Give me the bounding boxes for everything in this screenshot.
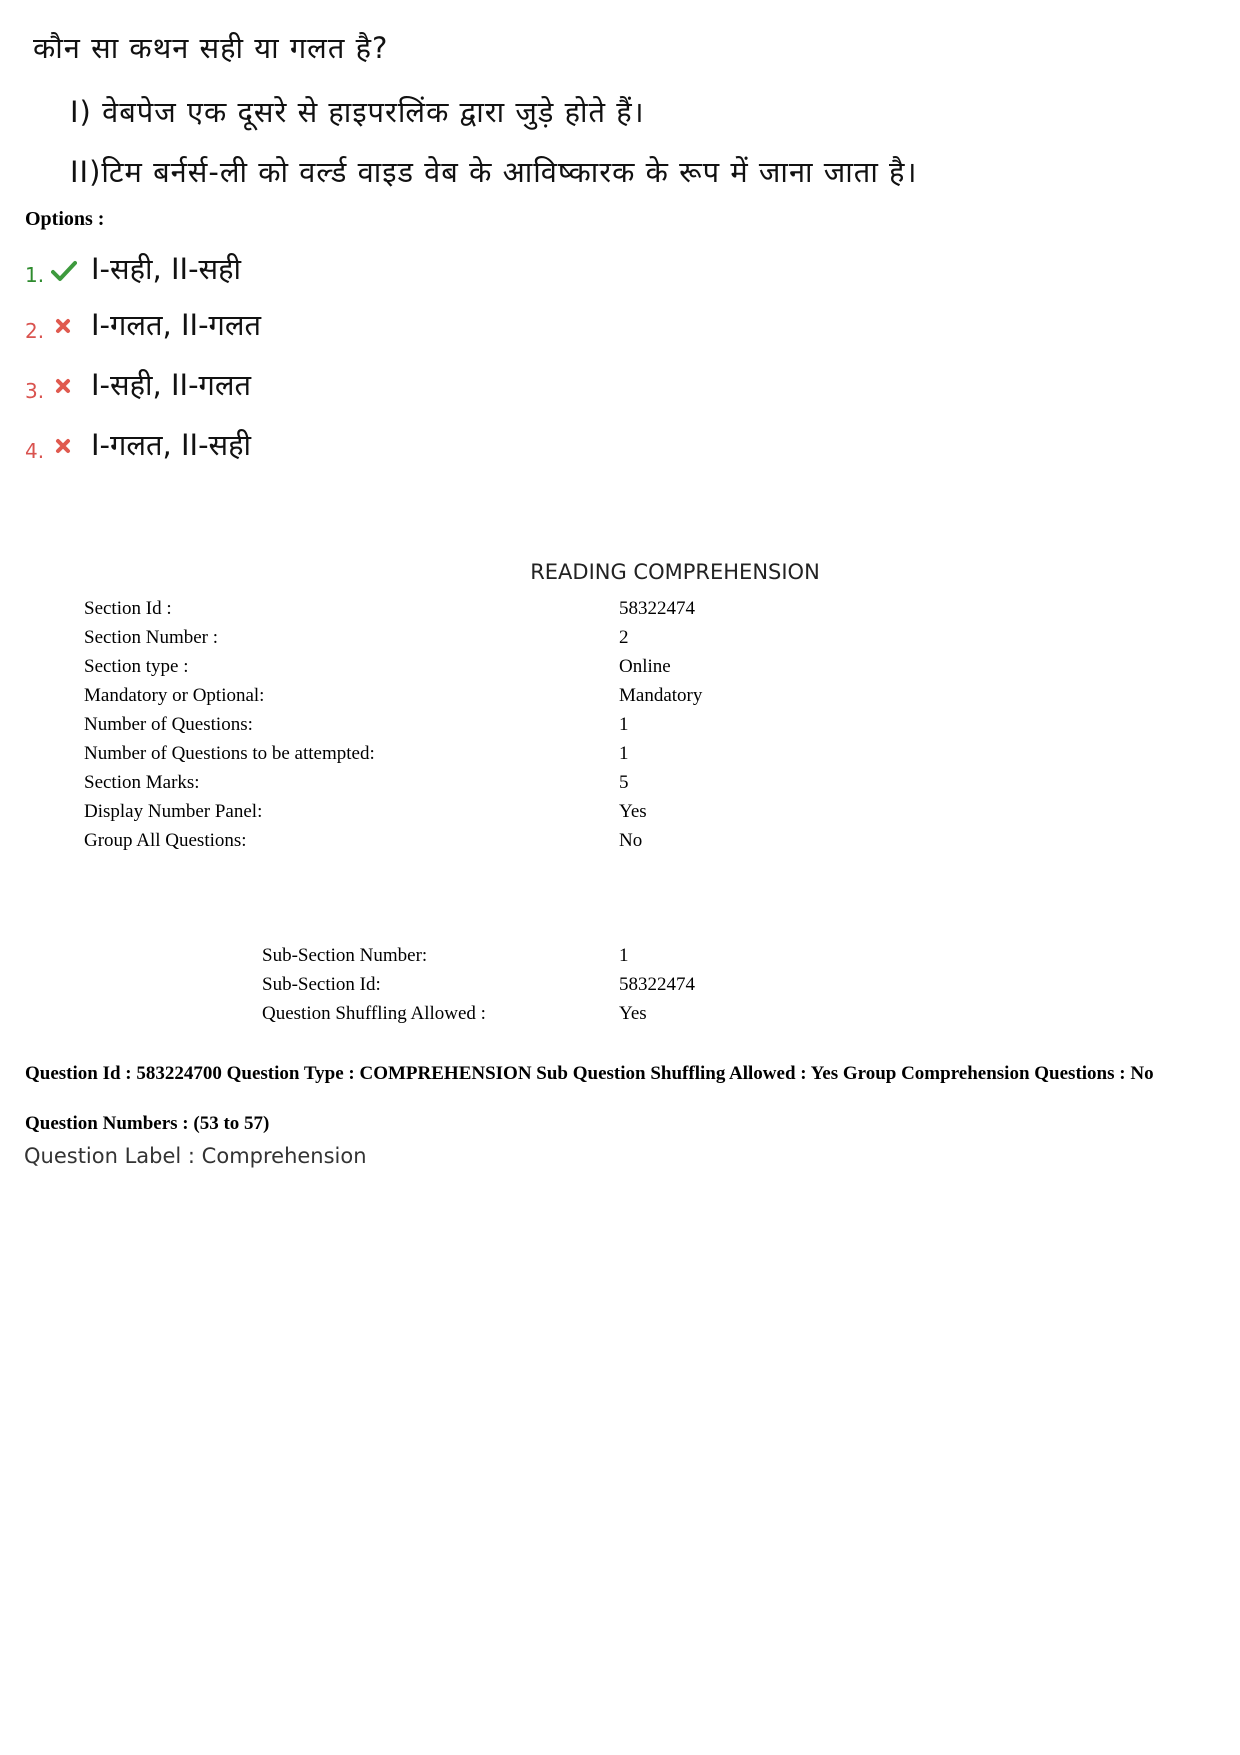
section-row-label: Group All Questions: <box>84 830 247 851</box>
section-row-value: 2 <box>619 627 629 648</box>
question-numbers: Question Numbers : (53 to 57) <box>25 1113 270 1134</box>
section-row-value: Yes <box>619 801 647 822</box>
option-text: I-गलत, II-गलत <box>91 307 262 342</box>
cross-icon <box>51 316 77 338</box>
section-row-label: Display Number Panel: <box>84 801 263 822</box>
check-icon <box>51 260 77 282</box>
option-4 <box>25 422 251 466</box>
section-row-label: Section Marks: <box>84 772 200 793</box>
question-statement-2: II)टिम बर्नर्स-ली को वर्ल्ड वाइड वेब के आविष्कारक के रूप में जाना जाता है। <box>70 155 918 189</box>
section-row-value: Online <box>619 656 671 677</box>
cross-icon <box>51 376 77 398</box>
option-number: 1. <box>25 263 45 287</box>
option-3 <box>25 362 251 406</box>
subsection-row-label: Sub-Section Id: <box>262 974 381 995</box>
section-row-value: 1 <box>619 714 629 735</box>
section-row-label: Section Id : <box>84 598 172 619</box>
question-meta-line: Question Id : 583224700 Question Type : COMPREHENSION Sub Question Shuffling Allowed : Yes Group Comprehension Questions : No <box>25 1063 1154 1084</box>
section-row-value: 1 <box>619 743 629 764</box>
subsection-row-value: 1 <box>619 945 629 966</box>
option-2 <box>25 302 261 346</box>
section-row-value: No <box>619 830 643 851</box>
section-row-label: Mandatory or Optional: <box>84 685 265 706</box>
section-row-label: Number of Questions to be attempted: <box>84 743 375 764</box>
question-statement-1: I) वेबपेज एक दूसरे से हाइपरलिंक द्वारा जुड़े होते हैं। <box>70 95 645 129</box>
option-number: 2. <box>25 319 45 343</box>
option-text: I-गलत, II-सही <box>91 427 252 462</box>
section-row-label: Section type : <box>84 656 189 677</box>
question-prompt: कौन सा कथन सही या गलत है? <box>33 31 389 65</box>
option-text: I-सही, II-गलत <box>91 367 252 402</box>
subsection-row-value: Yes <box>619 1003 647 1024</box>
section-row-value: Mandatory <box>619 685 703 706</box>
option-1 <box>25 246 241 290</box>
section-row-value: 5 <box>619 772 629 793</box>
option-number: 4. <box>25 439 45 463</box>
options-label: Options : <box>25 208 105 230</box>
option-number: 3. <box>25 379 45 403</box>
subsection-row-label: Question Shuffling Allowed : <box>262 1003 486 1024</box>
subsection-row-value: 58322474 <box>619 974 695 995</box>
section-title: READING COMPREHENSION <box>530 560 820 584</box>
section-row-value: 58322474 <box>619 598 695 619</box>
section-row-label: Section Number : <box>84 627 219 648</box>
cross-icon <box>51 436 77 458</box>
question-label: Question Label : Comprehension <box>24 1144 367 1168</box>
subsection-row-label: Sub-Section Number: <box>262 945 428 966</box>
option-text: I-सही, II-सही <box>91 251 242 286</box>
section-row-label: Number of Questions: <box>84 714 253 735</box>
